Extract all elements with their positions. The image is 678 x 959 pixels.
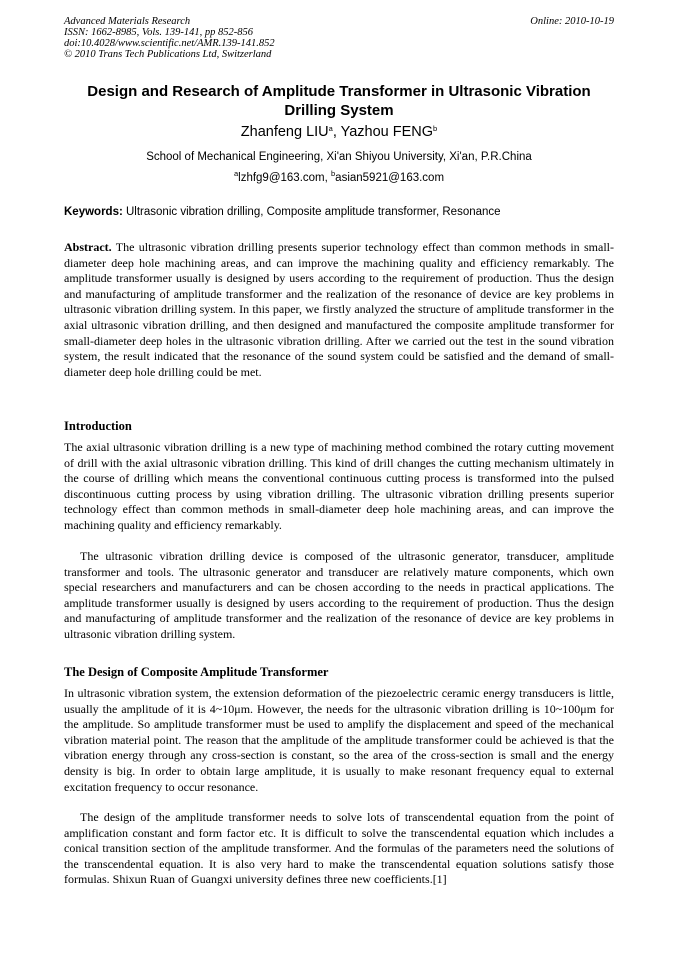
intro-heading: Introduction (64, 419, 132, 433)
design-paragraph-2: The design of the amplitude transformer needs to solve lots of transcendental equation from the point of amplification constant and form factor etc. It is difficult to solve the transcendental equation which includes a conical transition section of the amplitude transformer. And the formulas of the parameters need the solutions of the transcendental equation. It is also very hard to make the transcendental equation solutions satisfy those formulas. Shixun Ruan of Guangxi university defines three new coefficients.[1] (64, 810, 614, 887)
design-heading: The Design of Composite Amplitude Transformer (64, 665, 329, 679)
email-2-mark: b (331, 169, 336, 178)
email-line (60, 169, 618, 184)
design-paragraph-1: In ultrasonic vibration system, the extension deformation of the piezoelectric ceramic energy transducers is little, usually the amplitude of it is 4~10μm. However, the needs for the ultrasonic vibration drilling is 10~100μm for the amplitude. So amplitude transformer must be used to amplify the displacement and speed of the mechanical vibration material point. The reason that the amplitude of the amplitude transformer could be achieved is that the vibration energy through any cross-section is constant, so the area of the cross-section is small and the energy density is big. In order to obtain large amplitude, it is usually to make resonant frequency equal to external excitation frequency to occur resonance. (64, 686, 614, 794)
paper-title: Design and Research of Amplitude Transformer in Ultrasonic Vibration Drilling System (87, 83, 591, 119)
author-1: Zhanfeng LIU (240, 124, 329, 140)
journal-name: Advanced Materials Research (64, 16, 191, 27)
email-2: asian5921@163.com (335, 172, 445, 184)
author-line (60, 124, 618, 140)
abstract-text: The ultrasonic vibration drilling presents superior technology effect than common methods in small-diameter deep hole machining areas, and can improve the machining quality and efficiency remarkably. The amplitude transformer usually is designed by users according to the requirement of production. Thus the design and manufacturing of amplitude transformer and the realization of the resonance of device are key problems in ultrasonic vibration drilling system. In this paper, we firstly analyzed the structure of amplitude transformer in the axial ultrasonic vibration drilling, and then designed and manufactured the composite amplitude transformer for small-diameter deep holes in the ultrasonic vibration drilling. After we carried out the test in the sound vibration system, the result indicated that the resonance of the sound system could be satisfied and the demand of small-diameter deep hole drilling could be met. (64, 240, 614, 379)
author-2: Yazhou FENG (340, 124, 434, 140)
keywords-text: Ultrasonic vibration drilling, Composite amplitude transformer, Resonance (122, 206, 501, 218)
abstract (64, 240, 614, 380)
issn-line: ISSN: 1662-8985, Vols. 139-141, pp 852-856 (64, 27, 253, 38)
copyright-line: © 2010 Trans Tech Publications Ltd, Switzerland (64, 49, 272, 60)
keywords (64, 206, 616, 218)
author-2-affil-mark: b (433, 124, 438, 133)
affiliation: School of Mechanical Engineering, Xi'an Shiyou University, Xi'an, P.R.China (146, 151, 532, 163)
online-date: Online: 2010-10-19 (530, 16, 614, 27)
keywords-label: Keywords: (64, 206, 123, 218)
author-separator: , (332, 124, 341, 140)
intro-paragraph-1: The axial ultrasonic vibration drilling is a new type of machining method combined the rotary cutting movement of drill with the axial ultrasonic vibration drilling. This kind of drill changes the cutting mechanism ultimately in the course of drilling which means the conventional continuous cutting process is transformed into the pulsed discontinuous cutting process by using vibration drilling. The ultrasonic vibration drilling presents superior technology effect than common methods in small-diameter deep hole machining areas, and can improve the machining quality and efficiency remarkably. (64, 440, 614, 532)
doi-line: doi:10.4028/www.scientific.net/AMR.139-141.852 (64, 38, 275, 49)
email-1: lzhfg9@163.com, (238, 172, 331, 184)
author-1-affil-mark: a (328, 124, 333, 133)
email-1-mark: a (233, 169, 239, 178)
intro-paragraph-2: The ultrasonic vibration drilling device is composed of the ultrasonic generator, transducer, amplitude transformer and tools. The ultrasonic generator and transducer are relatively mature components, which own special researchers and manufacturers and can be chosen according to the needs in practical applications. The amplitude transformer usually is designed by users according to the requirement of production. Thus the design and manufacturing of amplitude transformer and the realization of the resonance of device are key problems in ultrasonic vibration drilling system. (64, 549, 614, 641)
abstract-label: Abstract. (64, 240, 112, 254)
